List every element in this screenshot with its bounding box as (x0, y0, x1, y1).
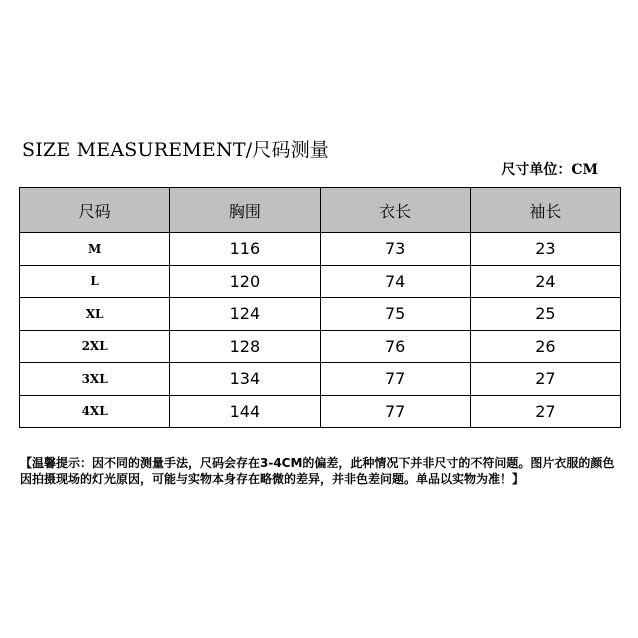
length-cell: 77 (320, 363, 470, 396)
size-cell: XL (20, 298, 170, 331)
header-chest: 胸围 (170, 188, 320, 233)
sleeve-cell: 27 (470, 363, 620, 396)
sleeve-cell: 24 (470, 265, 620, 298)
size-cell: 2XL (20, 330, 170, 363)
size-cell: M (20, 233, 170, 266)
chest-cell: 134 (170, 363, 320, 396)
length-cell: 75 (320, 298, 470, 331)
length-cell: 77 (320, 395, 470, 428)
unit-label: 尺寸单位：CM (501, 162, 598, 178)
size-cell: 4XL (20, 395, 170, 428)
notice-text: 【温馨提示：因不同的测量手法，尺码会存在3-4CM的偏差，此种情况下并非尺寸的不符问题。图片衣服的颜色因拍摄现场的灯光原因，可能与实物本身存在略微的差异，并非色差问题。单品以实物为准！】 (20, 456, 615, 486)
chest-cell: 116 (170, 233, 320, 266)
header-length: 衣长 (320, 188, 470, 233)
sleeve-cell: 25 (470, 298, 620, 331)
size-table (19, 187, 621, 428)
table-row (20, 265, 621, 298)
size-cell: L (20, 265, 170, 298)
chest-cell: 120 (170, 265, 320, 298)
chest-cell: 124 (170, 298, 320, 331)
header-sleeve: 袖长 (470, 188, 620, 233)
size-cell: 3XL (20, 363, 170, 396)
table-row (20, 395, 621, 428)
table-header-row (20, 188, 621, 233)
page-title: SIZE MEASUREMENT/尺码测量 (22, 139, 330, 161)
sleeve-cell: 27 (470, 395, 620, 428)
table-row (20, 330, 621, 363)
length-cell: 76 (320, 330, 470, 363)
sleeve-cell: 26 (470, 330, 620, 363)
table-row (20, 363, 621, 396)
length-cell: 73 (320, 233, 470, 266)
header-size: 尺码 (20, 188, 170, 233)
length-cell: 74 (320, 265, 470, 298)
table-row (20, 298, 621, 331)
sleeve-cell: 23 (470, 233, 620, 266)
chest-cell: 144 (170, 395, 320, 428)
chest-cell: 128 (170, 330, 320, 363)
table-row (20, 233, 621, 266)
